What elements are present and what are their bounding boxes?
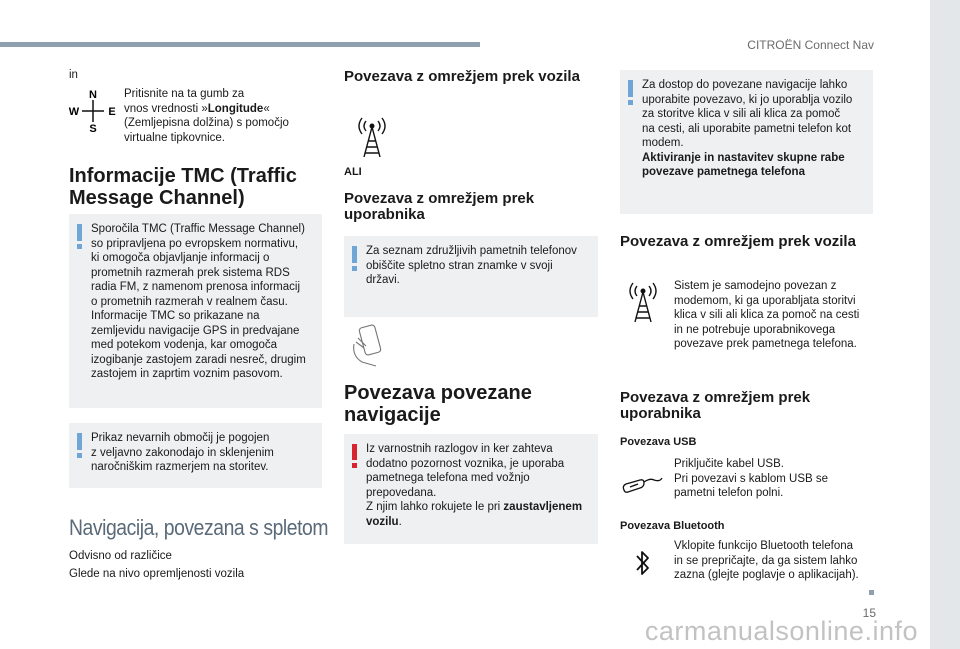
page-number: 15	[862, 606, 876, 620]
usb-cable-icon	[620, 468, 664, 496]
danger-zone-box: Prikaz nevarnih območij je pogojen z veljavno zakonodajo in sklenjenim naročniškim razmerjem na storitev.	[69, 423, 322, 488]
bluetooth-text: Vklopite funkcijo Bluetooth telefona in se prepričajte, da ga sistem lahko zazna (glejte poglavje o aplikacijah).	[674, 540, 859, 581]
smartphone-list-box: Za seznam združljivih pametnih telefonov obiščite spletno stran znamke v svoji državi.	[344, 236, 598, 317]
user-network-title-2: Povezava z omrežjem prek uporabnika	[620, 389, 811, 422]
or-label: ALI	[344, 166, 362, 178]
usb-text: Priključite kabel USB. Pri povezavi s kablom USB se pametni telefon polni.	[674, 458, 829, 499]
compass-n: N	[89, 89, 97, 101]
tmc-title: Informacije TMC (Traffic Message Channel)	[69, 165, 297, 209]
antenna-icon	[621, 280, 665, 324]
user-network-title: Povezava z omrežjem prek uporabnika	[344, 190, 535, 223]
vehicle-network-text: Sistem je samodejno povezan z modemom, ki ga uporabljata storitvi klica v sili ali klica za pomoč na cesti in ne potrebuje uporabnikovega povezave prek pametnega telefona.	[674, 280, 860, 350]
web-navigation-title: Navigacija, povezana s spletom	[69, 515, 329, 540]
compass-w: W	[68, 106, 80, 118]
header-title: CITROËN Connect Nav	[747, 38, 874, 52]
warning-icon	[352, 444, 357, 468]
vehicle-network-title: Povezava z omrežjem prek vozila	[344, 68, 580, 85]
compass-icon	[68, 86, 118, 136]
compass-e: E	[108, 106, 116, 118]
info-marker-icon	[628, 80, 633, 105]
connected-navigation-title: Povezava povezane navigacije	[344, 382, 532, 426]
header-rule	[0, 42, 480, 47]
in-label: in	[69, 69, 78, 81]
version-note: Odvisno od različice	[69, 550, 172, 562]
info-marker-icon	[352, 246, 357, 271]
compass-text: Pritisnite na ta gumb za vnos vrednosti »Longitude« (Zemljepisna dolžina) s pomočjo virtualne tipkovnice.	[124, 88, 289, 144]
info-marker-icon	[77, 224, 82, 249]
antenna-icon	[350, 115, 394, 159]
usb-label: Povezava USB	[620, 436, 697, 448]
smartphone-hand-icon	[350, 322, 392, 368]
compass-s: S	[89, 123, 97, 135]
tmc-info-box: Sporočila TMC (Traffic Message Channel) so pripravljena po evropskem normativu, ki omogoča objavljanje informacij o prometnih razmerah prek sistema RDS radia FM, z namenom prenosa informacij o prometnih razmerah v realnem času. Informacije TMC so prikazane na zemljevidu navigacije GPS in predvajane med potekom vodenja, kar omogoča izogibanje zastojem zaradi nesreč, drugim zastojem in zaprtim voznim pasovom.	[69, 214, 322, 408]
equipment-note: Glede na nivo opremljenosti vozila	[69, 568, 245, 580]
side-strip	[930, 0, 960, 649]
connection-info-box: Za dostop do povezane navigacije lahko uporabite povezavo, ki jo uporablja vozilo za storitve klica v sili ali klica za pomoč na cesti, ali uporabite pametni telefon kot modem. Aktiviranje in nastavitev skupne rabe povezave pametnega telefona	[620, 70, 873, 214]
safety-warning-box: Iz varnostnih razlogov in ker zahteva dodatno pozornost voznika, je uporaba pametnega telefona med vožnjo prepovedana. Z njim lahko rokujete le pri zaustavljenem vozilu.	[344, 434, 598, 544]
bluetooth-label: Povezava Bluetooth	[620, 520, 725, 532]
vehicle-network-title-2: Povezava z omrežjem prek vozila	[620, 233, 856, 250]
watermark: carmanualsonline.info	[644, 616, 918, 646]
page-marker	[869, 590, 874, 595]
info-marker-icon	[77, 433, 82, 458]
bluetooth-icon	[632, 548, 654, 578]
